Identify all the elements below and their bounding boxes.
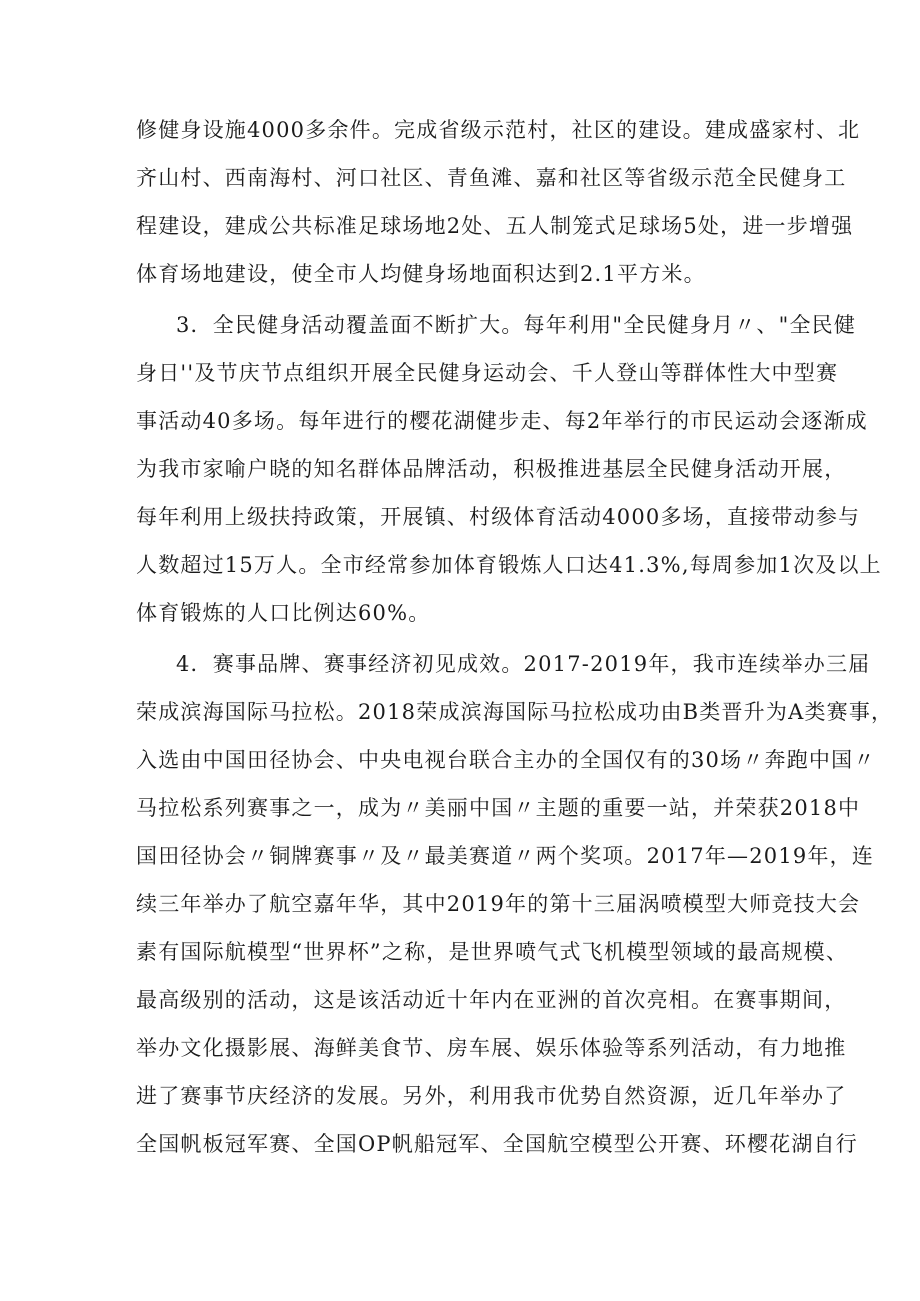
text-line: 身日''及节庆节点组织开展全民健身运动会、千人登山等群体性大中型赛 — [136, 361, 839, 385]
text-line: 入选由中国田径协会、中央电视台联合主办的全国仅有的30场〃奔跑中国〃 — [136, 748, 876, 772]
text-line: 4．赛事品牌、赛事经济初见成效。2017-2019年，我市连续举办三届 — [176, 652, 871, 676]
text-line: 马拉松系列赛事之一，成为〃美丽中国〃主题的重要一站，并荣获2018中 — [136, 796, 861, 820]
text-line: 事活动40多场。每年进行的樱花湖健步走、每2年举行的市民运动会逐渐成 — [136, 409, 868, 433]
text-line: 体育场地建设，使全市人均健身场地面积达到2.1平方米。 — [136, 262, 706, 286]
text-line: 齐山村、西南海村、河口社区、青鱼滩、嘉和社区等省级示范全民健身工 — [136, 166, 847, 190]
text-line: 为我市家喻户晓的知名群体品牌活动，积极推进基层全民健身活动开展， — [136, 457, 847, 481]
text-line: 举办文化摄影展、海鲜美食节、房车展、娱乐体验等系列活动，有力地推 — [136, 1036, 847, 1060]
text-line: 荣成滨海国际马拉松。2018荣成滨海国际马拉松成功由B类晋升为A类赛事， — [136, 700, 894, 724]
text-line: 国田径协会〃铜牌赛事〃及〃最美赛道〃两个奖项。2017年—2019年，连 — [136, 844, 875, 868]
text-line: 进了赛事节庆经济的发展。另外，利用我市优势自然资源，近几年举办了 — [136, 1084, 847, 1108]
text-line: 修健身设施4000多余件。完成省级示范村，社区的建设。建成盛家村、北 — [136, 118, 861, 142]
text-line: 素有国际航模型“世界杯”之称，是世界喷气式飞机模型领域的最高规模、 — [136, 940, 849, 964]
text-line: 最高级别的活动，这是该活动近十年内在亚洲的首次亮相。在赛事期间， — [136, 988, 847, 1012]
text-line: 每年利用上级扶持政策，开展镇、村级体育活动4000多场，直接带动参与 — [136, 505, 861, 529]
text-line: 程建设，建成公共标准足球场地2处、五人制笼式足球场5处，进一步增强 — [136, 214, 854, 238]
text-line: 续三年举办了航空嘉年华，其中2019年的第十三届涡喷模型大师竞技大会 — [136, 892, 861, 916]
text-line: 全国帆板冠军赛、全国OP帆船冠军、全国航空模型公开赛、环樱花湖自行 — [136, 1132, 858, 1156]
text-line: 3．全民健身活动覆盖面不断扩大。每年利用"全民健身月〃、"全民健 — [176, 313, 857, 337]
text-line: 体育锻炼的人口比例达60%。 — [136, 601, 431, 625]
text-line: 人数超过15万人。全市经常参加体育锻炼人口达41.3%,每周参加1次及以上 — [136, 553, 882, 577]
